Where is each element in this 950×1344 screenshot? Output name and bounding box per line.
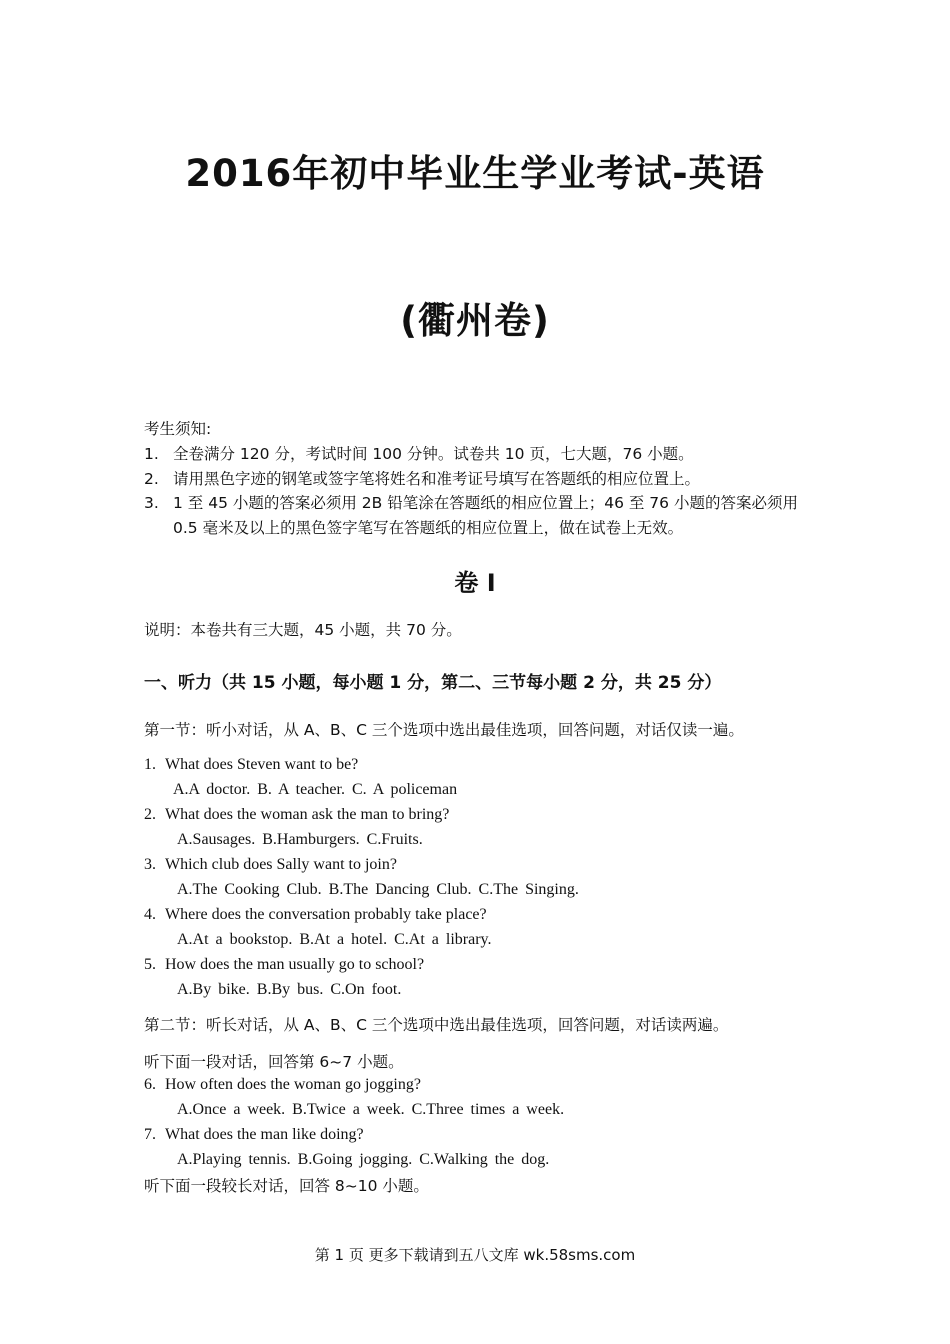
question-options: A.At a bookstop. B.At a hotel. C.At a library. (177, 931, 492, 948)
question-number: 5. (144, 956, 156, 973)
question-item (144, 852, 844, 877)
volume-heading: 卷 I (454, 569, 496, 597)
notice-heading: 考生须知: (144, 420, 212, 438)
document-title: 2016年初中毕业生学业考试-英语 (185, 152, 765, 195)
part1-instruction: 第一节：听小对话，从 A、B、C 三个选项中选出最佳选项，回答问题，对话仅读一遍。 (144, 721, 744, 739)
volume-description: 说明：本卷共有三大题，45 小题，共 70 分。 (144, 621, 462, 639)
question-text: What does the man like doing? (165, 1126, 364, 1143)
question-text: Where does the conversation probably take place? (165, 906, 487, 923)
question-item (144, 902, 844, 927)
question-item (144, 752, 844, 777)
question-options: A.Playing tennis. B.Going jogging. C.Walking the dog. (177, 1151, 550, 1168)
question-text: What does the woman ask the man to bring? (165, 806, 450, 823)
notice-item-text: 1 至 45 小题的答案必须用 2B 铅笔涂在答题纸的相应位置上；46 至 76 小题的答案必须用 0.5 毫米及以上的黑色签字笔写在答题纸的相应位置上，做在试卷上无效。 (173, 494, 798, 537)
question-text: How does the man usually go to school? (165, 956, 425, 973)
notice-item-text: 请用黑色字迹的钢笔或签字笔将姓名和准考证号填写在答题纸的相应位置上。 (173, 469, 701, 488)
notice-item-text: 全卷满分 120 分，考试时间 100 分钟。试卷共 10 页，七大题，76 小题。 (173, 445, 694, 463)
question-number: 4. (144, 906, 156, 923)
notice-item (144, 467, 824, 492)
question-number: 6. (144, 1076, 156, 1093)
question-item (144, 1122, 844, 1147)
notice-item (144, 491, 824, 540)
question-text: What does Steven want to be? (165, 756, 359, 773)
question-item (144, 802, 844, 827)
notice-list (144, 442, 824, 540)
question-number: 1. (144, 756, 156, 773)
question-item (144, 952, 844, 977)
question-text: Which club does Sally want to join? (165, 856, 397, 873)
notice-item-number: 2. (144, 469, 159, 488)
question-options: A.A doctor. B. A teacher. C. A policeman (173, 781, 458, 798)
question-number: 3. (144, 856, 156, 873)
section-heading: 一、听力（共 15 小题，每小题 1 分，第二、三节每小题 2 分，共 25 分） (144, 673, 722, 693)
question-options: A.Once a week. B.Twice a week. C.Three times a week. (177, 1101, 565, 1118)
notice-item-number: 1. (144, 445, 159, 463)
part2-question-list (144, 1072, 844, 1172)
question-number: 2. (144, 806, 156, 823)
question-options: A.The Cooking Club. B.The Dancing Club. C.The Singing. (177, 881, 579, 898)
question-text: How often does the woman go jogging? (165, 1076, 421, 1093)
notice-item (144, 442, 824, 467)
question-options: A.Sausages. B.Hamburgers. C.Fruits. (177, 831, 423, 848)
dialog1-instruction: 听下面一段对话，回答第 6~7 小题。 (144, 1053, 404, 1071)
question-item (144, 1072, 844, 1097)
question-number: 7. (144, 1126, 156, 1143)
document-subtitle: (衢州卷) (400, 299, 550, 342)
dialog2-instruction: 听下面一段较长对话，回答 8~10 小题。 (144, 1177, 429, 1195)
notice-item-number: 3. (144, 494, 159, 512)
part2-instruction: 第二节：听长对话，从 A、B、C 三个选项中选出最佳选项，回答问题，对话读两遍。 (144, 1016, 729, 1034)
part1-question-list (144, 752, 844, 1002)
question-options: A.By bike. B.By bus. C.On foot. (177, 981, 402, 998)
page-footer: 第 1 页 更多下载请到五八文库 wk.58sms.com (314, 1246, 636, 1264)
